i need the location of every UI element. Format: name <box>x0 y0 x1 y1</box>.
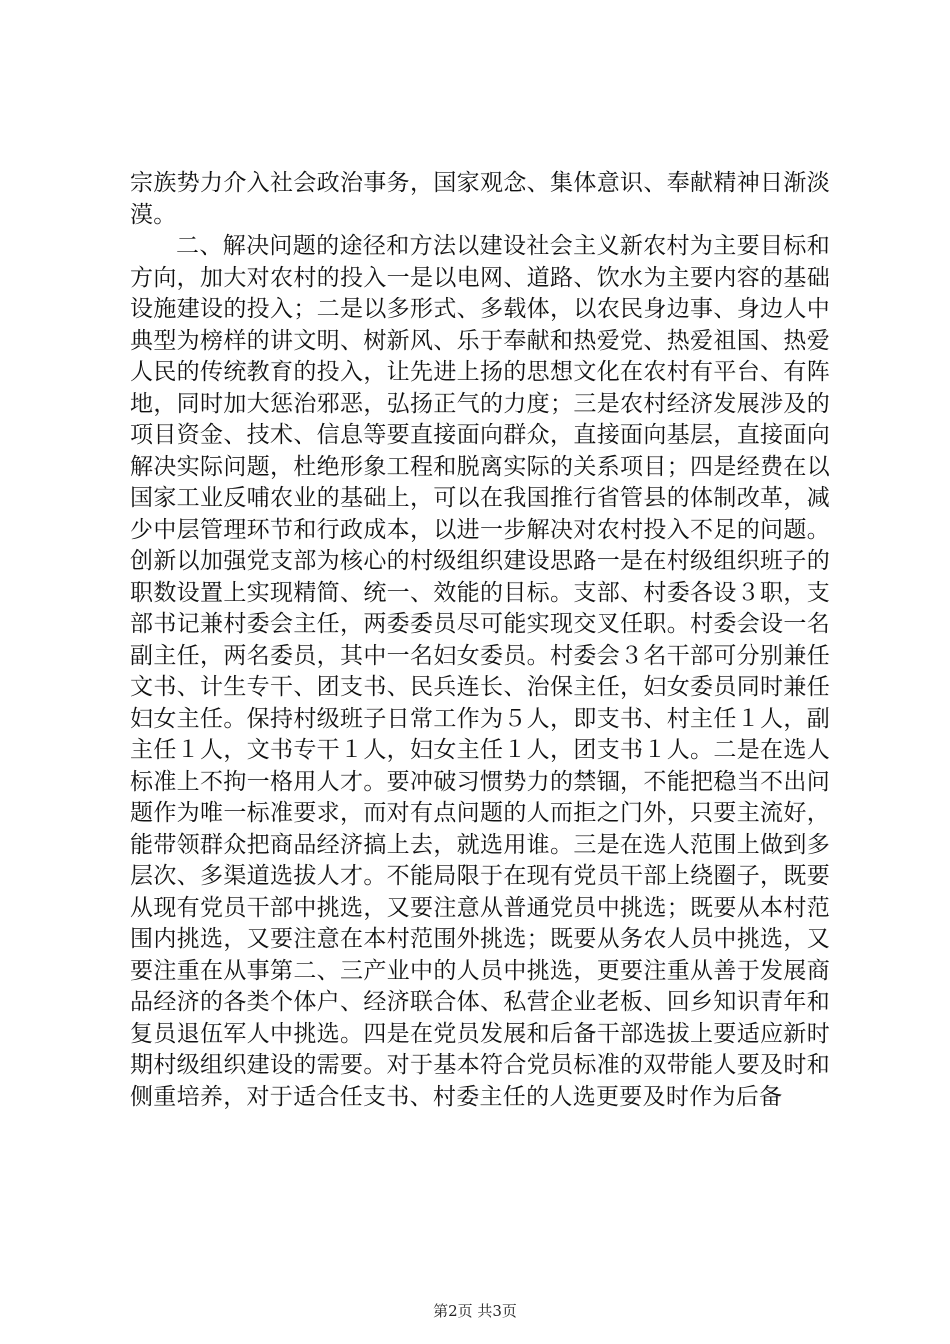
paragraph-continuation: 宗族势力介入社会政治事务，国家观念、集体意识、奉献精神日渐淡漠。 <box>130 170 830 228</box>
paragraph-solutions: 二、解决问题的途径和方法以建设社会主义新农村为主要目标和方向，加大对农村的投入一是以电网、道路、饮水为主要内容的基础设施建设的投入；二是以多形式、多载体，以农民身边事、身边人中典型为榜样的讲文明、树新风、乐于奉献和热爱党、热爱祖国、热爱人民的传统教育的投入，让先进上扬的思想文化在农村有平台、有阵地，同时加大惩治邪恶，弘扬正气的力度；三是农村经济发展涉及的项目资金、技术、信息等要直接面向群众，直接面向基层，直接面向解决实际问题，杜绝形象工程和脱离实际的关系项目；四是经费在以国家工业反哺农业的基础上，可以在我国推行省管县的体制改革，减少中层管理环节和行政成本，以进一步解决对农村投入不足的问题。创新以加强党支部为核心的村级组织建设思路一是在村级组织班子的职数设置上实现精简、统一、效能的目标。支部、村委各设３职，支部书记兼村委会主任，两委委员尽可能实现交叉任职。村委会设一名副主任，两名委员，其中一名妇女委员。村委会３名干部可分别兼任文书、计生专干、团支书、民兵连长、治保主任，妇女委员同时兼任妇女主任。保持村级班子日常工作为５人，即支书、村主任１人，副主任１人，文书专干１人，妇女主任１人，团支书１人。二是在选人标准上不拘一格用人才。要冲破习惯势力的禁锢，不能把稳当不出问题作为唯一标准要求，而对有点问题的人而拒之门外，只要主流好，能带领群众把商品经济搞上去，就选用谁。三是在选人范围上做到多层次、多渠道选拔人才。不能局限于在现有党员干部上绕圈子，既要从现有党员干部中挑选，又要注意从普通党员中挑选；既要从本村范围内挑选，又要注意在本村范围外挑选；既要从务农人员中挑选，又要注重在从事第二、三产业中的人员中挑选，更要注重从善于发展商品经济的各类个体户、经济联合体、私营企业老板、回乡知识青年和复员退伍军人中挑选。四是在党员发展和后备干部选拔上要适应新时期村级组织建设的需要。对于基本符合党员标准的双带能人要及时和侧重培养，对于适合任支书、村委主任的人选更要及时作为后备 <box>130 233 830 1110</box>
body-text <box>130 168 830 1113</box>
page-footer: 第2页 共3页 <box>433 1302 517 1320</box>
